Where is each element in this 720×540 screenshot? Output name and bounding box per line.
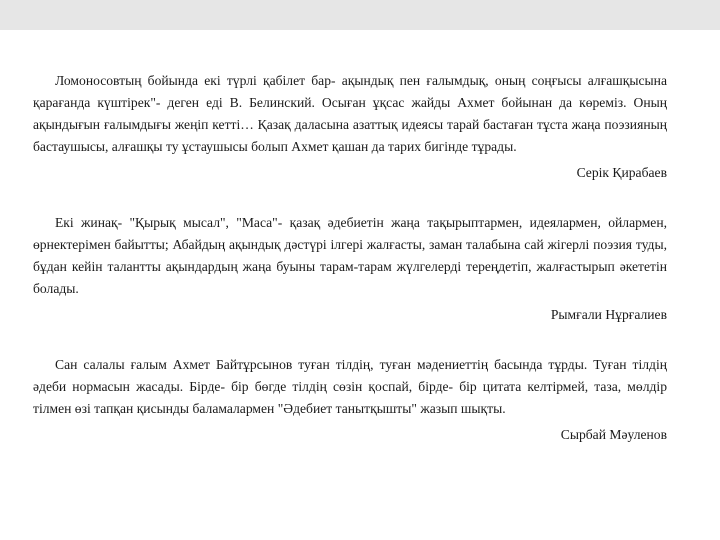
quote-block: [33, 70, 667, 184]
quote-author: Сырбай Мәуленов: [560, 427, 667, 442]
quote-text: Екі жинақ- "Қырық мысал", "Маса"- қазақ әдебиетін жаңа тақырыптармен, идеялармен, ойлармен, өрнектерімен байытты; Абайдың ақындық дәстүрі ілгері жалғасты, заман талабына сай жігерлі поэзия туды, бұдан кейін талантты ақындардың жаңа буыны тарам-тарам жүлгелерді тереңдетіп, жалғастырып әкететін болады.: [33, 215, 667, 296]
quote-text: Сан салалы ғалым Ахмет Байтұрсынов туған тілдің, туған мәдениеттің басында тұрды. Туған тілдің әдеби нормасын жасады. Бірде- бір бөгде тілдің сөзін қоспай, бірде- бір цитата келтірмей, таза, мөлдір тілмен өзі тапқан қисынды баламалармен "Әдебиет танытқышты" жазып шықты.: [33, 357, 667, 416]
quote-block: [33, 354, 667, 446]
quote-author: Рымғали Нұрғалиев: [550, 307, 667, 322]
top-band: [0, 0, 720, 30]
document-body: [33, 70, 667, 446]
quote-text: Ломоносовтың бойында екі түрлі қабілет бар- ақындық пен ғалымдық, оның соңғысы алғашқысына қарағанда күштірек"- деген еді В. Белинский. Осыған ұқсас жайды Ахмет бойынан да көреміз. Оның ақындығын ғалымдығы жеңіп кетті… Қазақ даласына азаттық идеясы тарай бастаған тұста жаңа поэзияның бастаушысы, алғашқы ту ұстаушысы болып Ахмет қашан да тарих бигінде тұрады.: [33, 73, 667, 154]
quote-block: [33, 212, 667, 326]
quote-author: Серік Қирабаев: [576, 165, 667, 180]
